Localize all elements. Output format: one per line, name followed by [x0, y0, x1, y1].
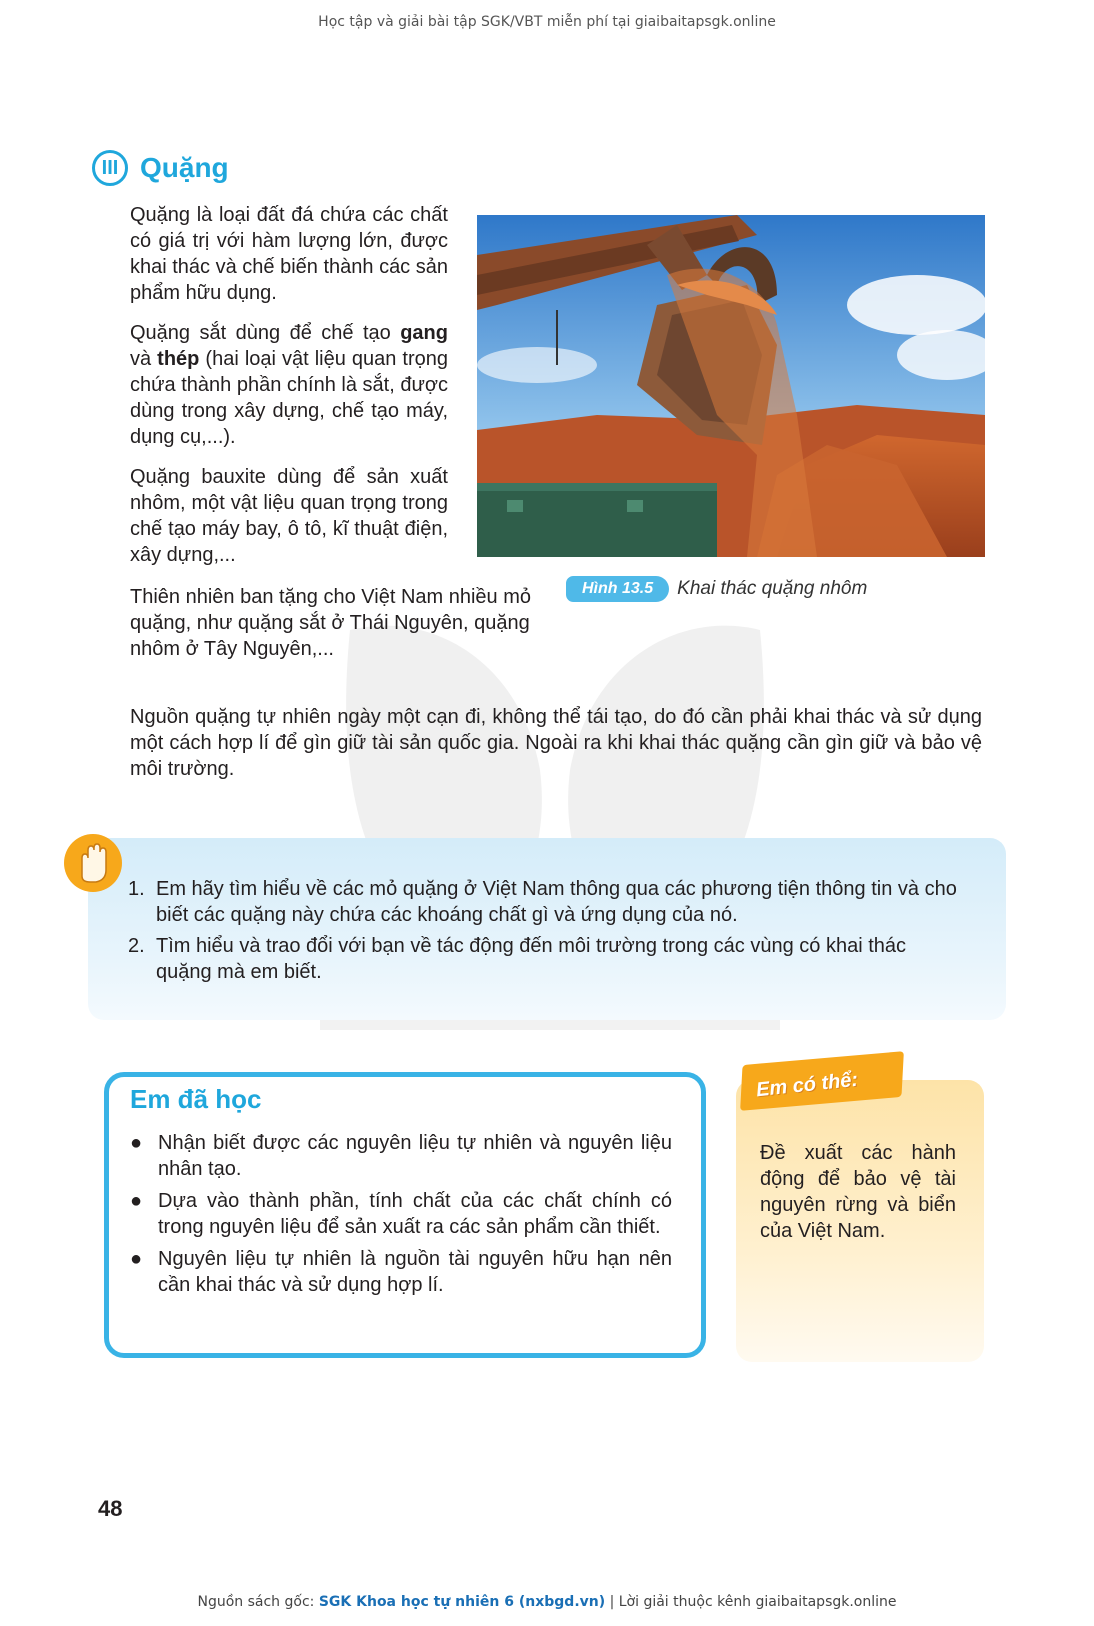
bold-term-thep: thép	[157, 348, 200, 370]
paragraph-definition: Quặng là loại đất đá chứa các chất có giá trị với hàm lượng lớn, được khai thác và chế biến thành các sản phẩm hữu dụng.	[130, 204, 448, 304]
item-number: 2.	[128, 935, 145, 957]
section-number: III	[92, 150, 128, 186]
page-number: 48	[98, 1496, 123, 1521]
bullet-icon: ●	[130, 1248, 143, 1270]
header-note: Học tập và giải bài tập SGK/VBT miễn phí tại giaibaitapsgk.online	[318, 14, 776, 30]
footer-prefix: Nguồn sách gốc:	[197, 1594, 319, 1610]
activity-list	[128, 876, 958, 990]
paragraph-conservation: Nguồn quặng tự nhiên ngày một cạn đi, không thể tái tạo, do đó cần phải khai thác và sử dụng một cách hợp lí để gìn giữ tài sản quốc gia. Ngoài ra khi khai thác quặng cần gìn giữ và bảo vệ môi trường.	[130, 706, 982, 780]
list-item	[128, 876, 958, 928]
footer-suffix: | Lời giải thuộc kênh giaibaitapsgk.online	[605, 1594, 897, 1610]
list-item	[128, 933, 958, 985]
bold-term-gang: gang	[400, 322, 448, 344]
item-text: Dựa vào thành phần, tính chất của các chất chính có trong nguyên liệu để sản xuất ra các sản phẩm cần thiết.	[158, 1190, 672, 1238]
item-text: Nguyên liệu tự nhiên là nguồn tài nguyên hữu hạn nên cần khai thác và sử dụng hợp lí.	[158, 1248, 672, 1296]
can-do-text: Đề xuất các hành động để bảo vệ tài nguyên rừng và biển của Việt Nam.	[760, 1142, 956, 1242]
bullet-icon: ●	[130, 1190, 143, 1212]
paragraph-vietnam-mines: Thiên nhiên ban tặng cho Việt Nam nhiều mỏ quặng, như quặng sắt ở Thái Nguyên, quặng nhôm ở Tây Nguyên,...	[130, 586, 532, 660]
can-do-tag: Em có thể:	[755, 1068, 860, 1102]
item-text: Em hãy tìm hiểu về các mỏ quặng ở Việt Nam thông qua các phương tiện thông tin và cho biết các quặng này chứa các khoáng chất gì và ứng dụng của nó.	[156, 878, 957, 926]
figure-caption	[566, 576, 867, 602]
text-run: và	[130, 348, 158, 370]
figure-photo-bauxite-mining	[477, 215, 985, 557]
item-number: 1.	[128, 878, 145, 900]
footer-source-link[interactable]: SGK Khoa học tự nhiên 6 (nxbgd.vn)	[318, 1594, 606, 1610]
figure-caption-text: Khai thác quặng nhôm	[677, 578, 868, 599]
text-run: Quặng sắt dùng để chế tạo	[130, 322, 401, 344]
bullet-icon: ●	[130, 1132, 143, 1154]
list-item	[130, 1188, 672, 1240]
figure-label: Hình 13.5	[566, 576, 669, 602]
raised-hand-icon	[62, 832, 124, 894]
text-run: (hai loại vật liệu quan trọng chứa thành phần chính là sắt, được dùng trong xây dựng, chế tạo máy, dụng cụ,...).	[130, 348, 448, 448]
section-title: Quặng	[140, 152, 229, 183]
section-heading	[92, 150, 229, 186]
learned-list	[130, 1130, 672, 1304]
item-text: Tìm hiểu và trao đổi với bạn về tác động đến môi trường trong các vùng có khai thác quặng mà em biết.	[156, 935, 907, 983]
learned-title: Em đã học	[130, 1084, 262, 1114]
footer-note	[0, 1594, 1094, 1610]
item-text: Nhận biết được các nguyên liệu tự nhiên và nguyên liệu nhân tạo.	[158, 1132, 672, 1180]
list-item	[130, 1246, 672, 1298]
list-item	[130, 1130, 672, 1182]
paragraph-iron-ore	[130, 320, 448, 450]
paragraph-bauxite: Quặng bauxite dùng để sản xuất nhôm, một vật liệu quan trọng trong chế tạo máy bay, ô tô, kĩ thuật điện, xây dựng,...	[130, 466, 448, 566]
